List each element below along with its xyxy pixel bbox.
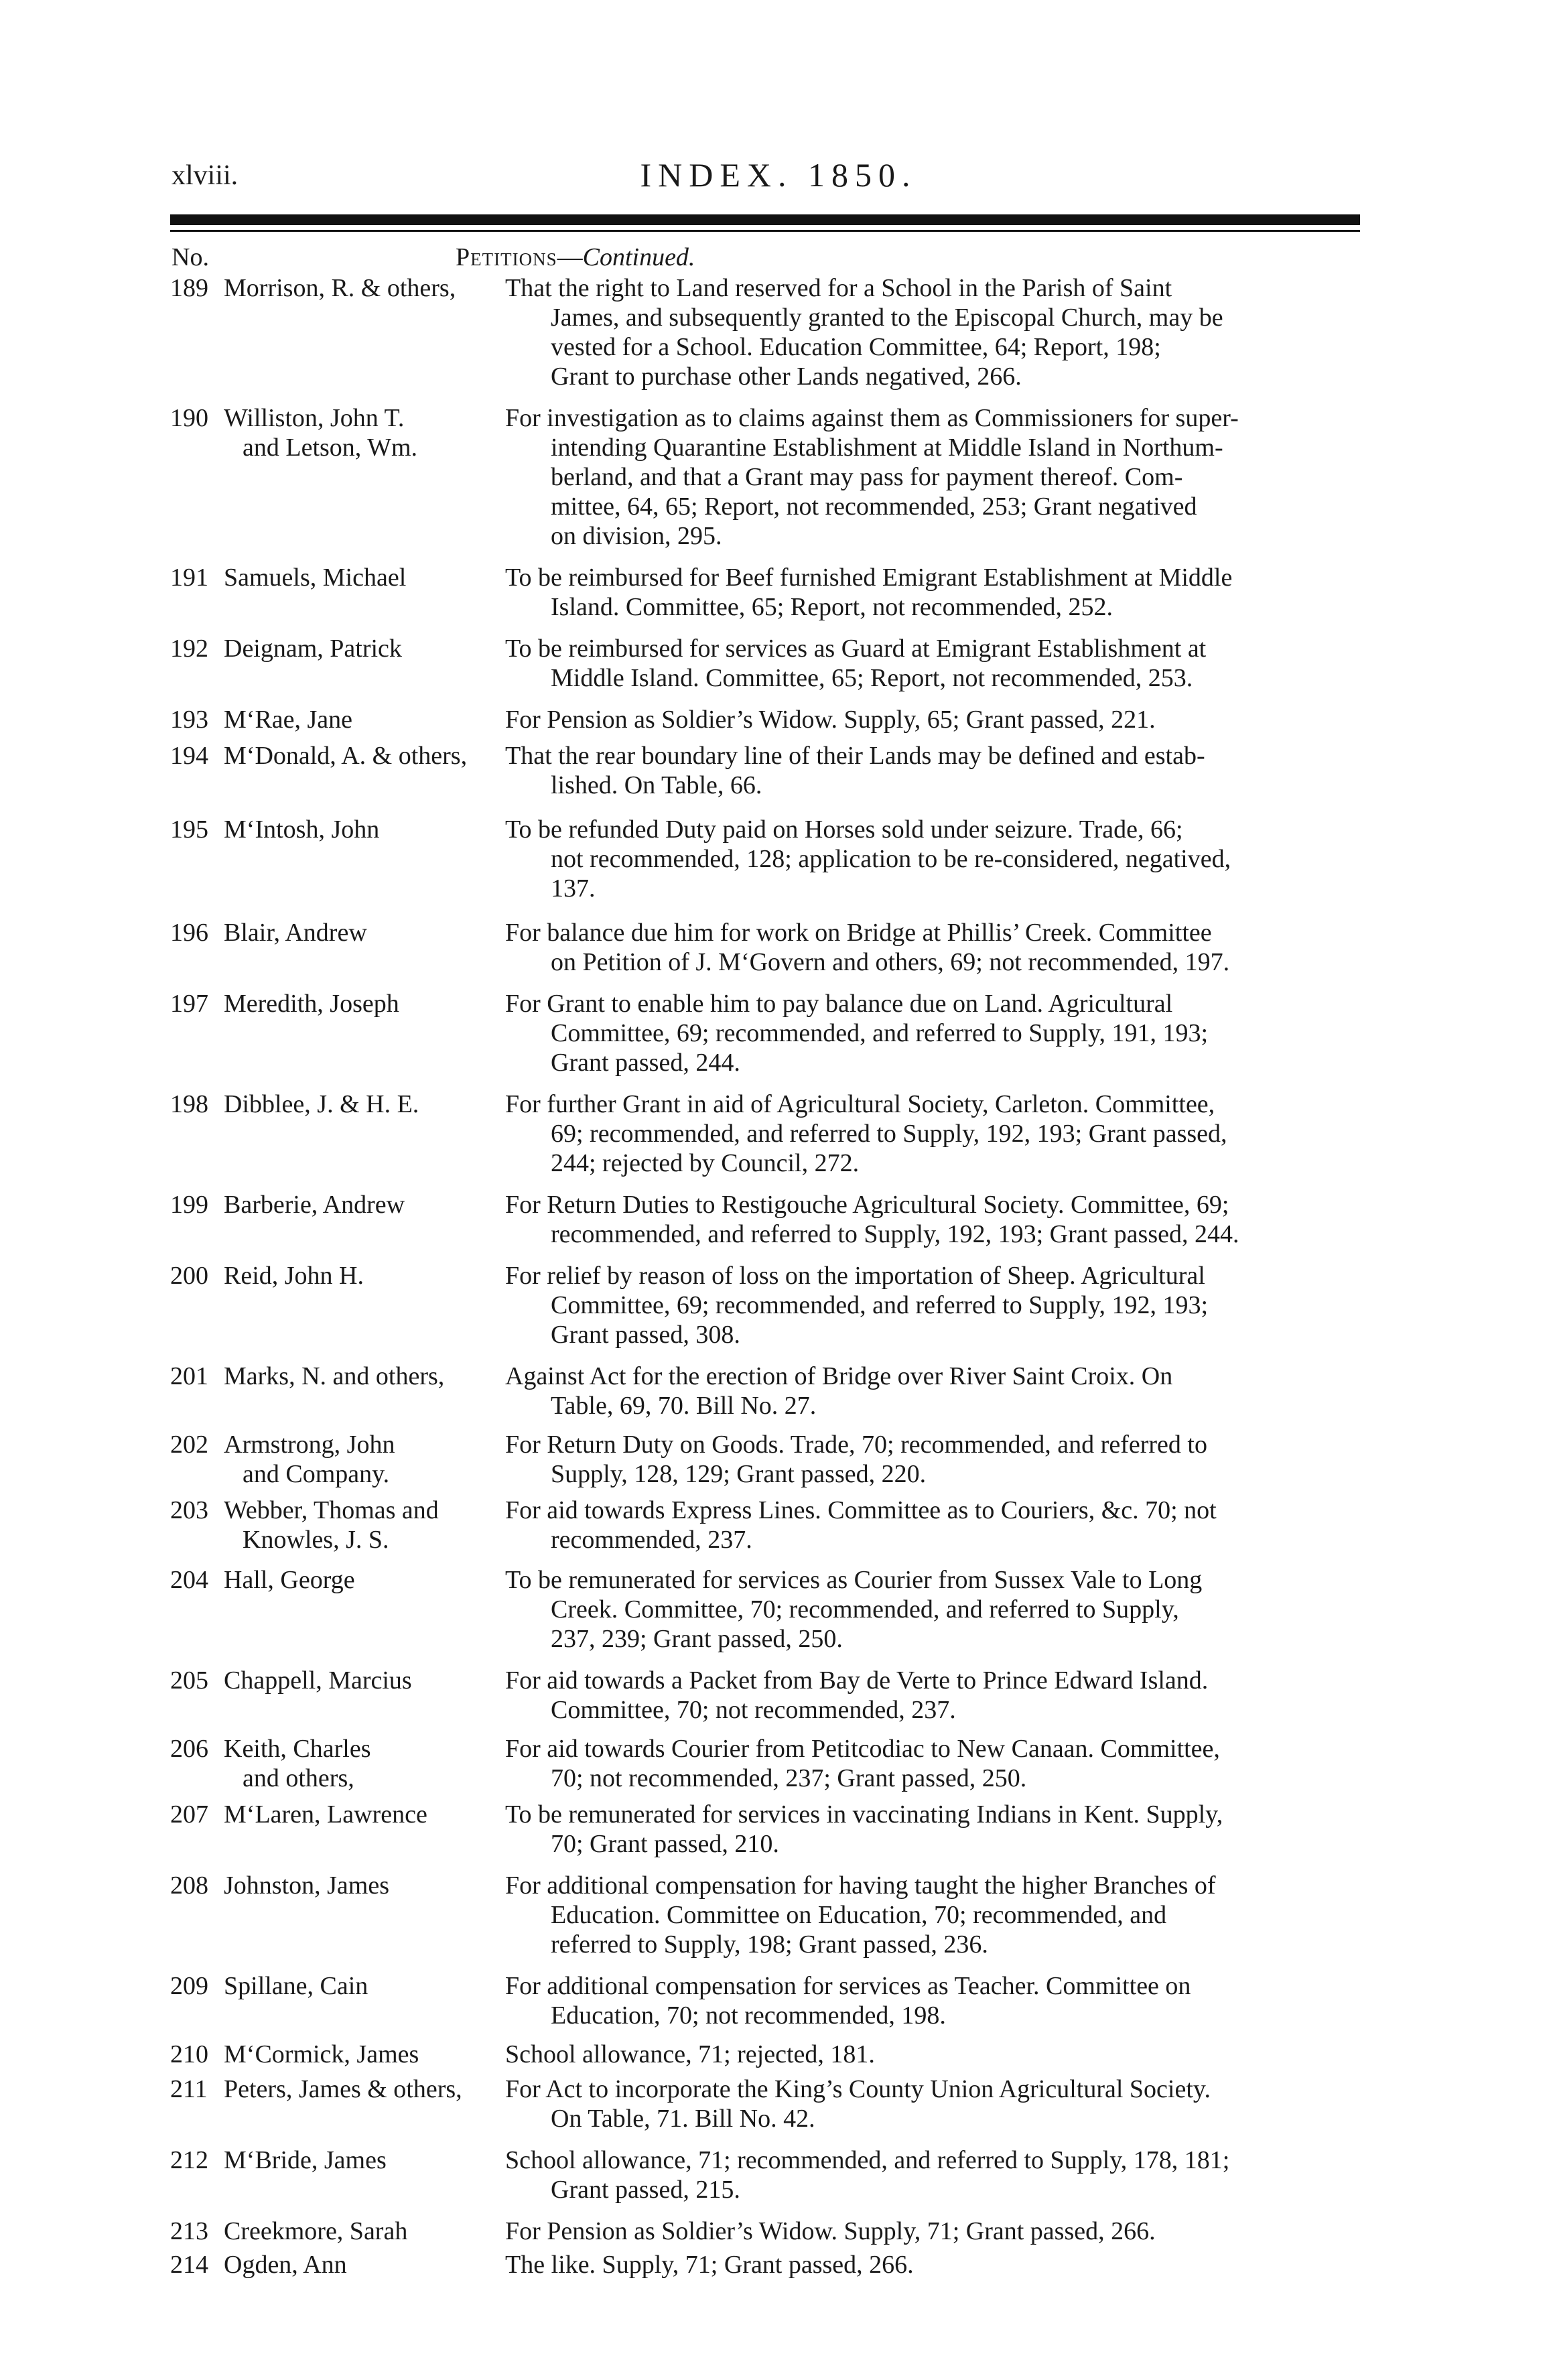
- petition-number: 206: [170, 1735, 208, 1763]
- petition-description: [505, 1261, 1369, 1349]
- description-line: That the rear boundary line of their Lands may be defined and estab-: [505, 742, 1205, 770]
- page-title: INDEX. 1850.: [640, 156, 917, 194]
- petition-number: 213: [170, 2217, 208, 2245]
- header-rule-thick: [170, 214, 1360, 225]
- description-line: School allowance, 71; recommended, and referred to Supply, 178, 181;: [505, 2146, 1230, 2174]
- description-line: For aid towards a Packet from Bay de Verte to Prince Edward Island.: [505, 1666, 1209, 1695]
- petition-entry: [170, 2040, 1369, 2069]
- section-heading-suffix: Continued.: [582, 243, 695, 271]
- description-line: For additional compensation for services as Teacher. Committee on: [505, 1972, 1191, 2000]
- number-column-heading: No.: [172, 243, 209, 271]
- petitioner-name-line: Webber, Thomas and: [224, 1496, 439, 1524]
- description-line: For Pension as Soldier’s Widow. Supply, 71; Grant passed, 266.: [505, 2217, 1156, 2245]
- petitioner-name-line: Chappell, Marcius: [224, 1666, 412, 1695]
- description-line: To be remunerated for services in vaccinating Indians in Kent. Supply,: [505, 1800, 1223, 1829]
- description-line: Against Act for the erection of Bridge over River Saint Croix. On: [505, 1362, 1173, 1390]
- petitioner-name: [224, 403, 505, 462]
- petition-entry: [170, 2250, 1369, 2279]
- petition-number: 203: [170, 1496, 208, 1524]
- description-line: recommended, 237.: [551, 1526, 752, 1554]
- section-heading-label: Petitions: [456, 243, 557, 271]
- petition-entry: [170, 705, 1369, 734]
- petitioner-name-line: Barberie, Andrew: [224, 1191, 405, 1219]
- petitioner-name-line: Ogden, Ann: [224, 2251, 347, 2279]
- petitioner-name-line: Spillane, Cain: [224, 1972, 368, 2000]
- petitioner-name: [224, 1362, 505, 1391]
- petition-number: 192: [170, 635, 208, 663]
- description-line: Education, 70; not recommended, 198.: [551, 2001, 946, 2030]
- petition-number: 201: [170, 1362, 208, 1390]
- description-line: For Act to incorporate the King’s County Union Agricultural Society.: [505, 2075, 1211, 2103]
- petitioner-name-line: Morrison, R. & others,: [224, 274, 456, 302]
- petitioner-name-line: Peters, James & others,: [224, 2075, 462, 2103]
- petitioner-name: [224, 1871, 505, 1900]
- petition-entry: [170, 403, 1369, 551]
- petition-entry: [170, 989, 1369, 1077]
- petition-number: 199: [170, 1191, 208, 1219]
- petitioner-name-line: Samuels, Michael: [224, 564, 407, 592]
- petition-number: 205: [170, 1666, 208, 1695]
- petition-entry: [170, 1800, 1369, 1859]
- petition-description: [505, 2250, 1369, 2279]
- description-line: 237, 239; Grant passed, 250.: [551, 1625, 843, 1653]
- petition-number: 195: [170, 815, 208, 844]
- petition-entry: [170, 1496, 1369, 1555]
- petition-description: [505, 1496, 1369, 1555]
- petitioner-name: [224, 563, 505, 592]
- description-line: 137.: [551, 874, 596, 903]
- petition-number: 207: [170, 1800, 208, 1829]
- petition-description: [505, 1666, 1369, 1725]
- petition-number: 190: [170, 404, 208, 432]
- petitioner-name: [224, 1734, 505, 1793]
- petition-number: 194: [170, 742, 208, 770]
- petition-entry: [170, 1971, 1369, 2030]
- description-line: Committee, 69; recommended, and referred to Supply, 192, 193;: [551, 1291, 1209, 1319]
- petition-description: [505, 2074, 1369, 2133]
- petition-entry: [170, 1261, 1369, 1349]
- petition-number: 208: [170, 1871, 208, 1900]
- petition-description: [505, 989, 1369, 1077]
- petitioner-name: [224, 1800, 505, 1829]
- petition-number: 202: [170, 1431, 208, 1459]
- description-line: For balance due him for work on Bridge at Phillis’ Creek. Committee: [505, 919, 1212, 947]
- petitioner-name: [224, 2040, 505, 2069]
- petitioner-name: [224, 273, 505, 303]
- description-line: Table, 69, 70. Bill No. 27.: [551, 1392, 817, 1420]
- petition-entry: [170, 1565, 1369, 1654]
- petitioner-name: [224, 2217, 505, 2246]
- petition-entry: [170, 1430, 1369, 1489]
- petitioner-name-line: Reid, John H.: [224, 1262, 364, 1290]
- petitioner-name-line: Armstrong, John: [224, 1431, 395, 1459]
- description-line: recommended, and referred to Supply, 192, 193; Grant passed, 244.: [551, 1220, 1239, 1248]
- description-line: 244; rejected by Council, 272.: [551, 1149, 860, 1177]
- petitioner-name: [224, 1496, 505, 1555]
- petition-number: 212: [170, 2146, 208, 2174]
- description-line: For aid towards Courier from Petitcodiac to New Canaan. Committee,: [505, 1735, 1220, 1763]
- petitioner-name: [224, 1971, 505, 2001]
- petition-description: [505, 2040, 1369, 2069]
- description-line: For Grant to enable him to pay balance due on Land. Agricultural: [505, 990, 1173, 1018]
- description-line: intending Quarantine Establishment at Middle Island in Northum-: [551, 434, 1223, 462]
- petitioner-name-line: Deignam, Patrick: [224, 635, 402, 663]
- petitioner-name: [224, 989, 505, 1018]
- petition-entry: [170, 273, 1369, 391]
- petitioner-name: [224, 1089, 505, 1119]
- description-line: For Pension as Soldier’s Widow. Supply, 65; Grant passed, 221.: [505, 706, 1156, 734]
- petitioner-name: [224, 1261, 505, 1291]
- description-line: Grant passed, 244.: [551, 1049, 740, 1077]
- description-line: The like. Supply, 71; Grant passed, 266.: [505, 2251, 914, 2279]
- petition-entry: [170, 1089, 1369, 1178]
- description-line: lished. On Table, 66.: [551, 771, 762, 799]
- description-line: mittee, 64, 65; Report, not recommended, 253; Grant negatived: [551, 492, 1197, 521]
- description-line: To be refunded Duty paid on Horses sold under seizure. Trade, 66;: [505, 815, 1183, 844]
- description-line: 69; recommended, and referred to Supply, 192, 193; Grant passed,: [551, 1120, 1227, 1148]
- description-line: For investigation as to claims against them as Commissioners for super-: [505, 404, 1239, 432]
- petition-description: [505, 1971, 1369, 2030]
- petition-description: [505, 563, 1369, 622]
- petition-entry: [170, 1871, 1369, 1959]
- description-line: That the right to Land reserved for a School in the Parish of Saint: [505, 274, 1172, 302]
- petition-number: 189: [170, 274, 208, 302]
- petitioner-name: [224, 634, 505, 663]
- petitioner-name: [224, 2145, 505, 2175]
- petition-number: 211: [170, 2075, 208, 2103]
- description-line: on division, 295.: [551, 522, 722, 550]
- petition-entry: [170, 1734, 1369, 1793]
- petitioner-name: [224, 918, 505, 947]
- petition-number: 198: [170, 1090, 208, 1118]
- description-line: To be remunerated for services as Courier from Sussex Vale to Long: [505, 1566, 1203, 1594]
- page-number: xlviii.: [172, 160, 239, 191]
- petitioner-name-line: and Company.: [243, 1460, 390, 1488]
- petition-entry: [170, 2217, 1369, 2246]
- description-line: Island. Committee, 65; Report, not recommended, 252.: [551, 593, 1113, 621]
- description-line: For aid towards Express Lines. Committee as to Couriers, &c. 70; not: [505, 1496, 1217, 1524]
- petition-description: [505, 1190, 1369, 1249]
- petition-number: 200: [170, 1262, 208, 1290]
- description-line: On Table, 71. Bill No. 42.: [551, 2105, 815, 2133]
- petition-description: [505, 1565, 1369, 1654]
- description-line: Supply, 128, 129; Grant passed, 220.: [551, 1460, 927, 1488]
- petition-entry: [170, 741, 1369, 800]
- description-line: School allowance, 71; rejected, 181.: [505, 2040, 875, 2068]
- petition-description: [505, 403, 1369, 551]
- petitioner-name: [224, 2074, 505, 2104]
- petition-description: [505, 2145, 1369, 2204]
- petitioner-name: [224, 1565, 505, 1595]
- description-line: Committee, 69; recommended, and referred to Supply, 191, 193;: [551, 1019, 1209, 1047]
- petitioner-name-line: Marks, N. and others,: [224, 1362, 445, 1390]
- petitioner-name-line: Creekmore, Sarah: [224, 2217, 408, 2245]
- petition-description: [505, 1871, 1369, 1959]
- petitioner-name-line: M‘Bride, James: [224, 2146, 387, 2174]
- petitioner-name-line: Dibblee, J. & H. E.: [224, 1090, 419, 1118]
- petition-description: [505, 1430, 1369, 1489]
- petition-entry: [170, 1190, 1369, 1249]
- description-line: referred to Supply, 198; Grant passed, 236.: [551, 1930, 988, 1959]
- petition-number: 191: [170, 564, 208, 592]
- description-line: Creek. Committee, 70; recommended, and referred to Supply,: [551, 1595, 1179, 1624]
- petitioner-name: [224, 705, 505, 734]
- petitioner-name-line: and others,: [243, 1764, 354, 1792]
- petitioner-name-line: Knowles, J. S.: [243, 1526, 389, 1554]
- petition-description: [505, 1734, 1369, 1793]
- petitioner-name-line: and Letson, Wm.: [243, 434, 418, 462]
- petition-number: 214: [170, 2251, 208, 2279]
- petition-description: [505, 815, 1369, 903]
- petitioner-name-line: M‘Rae, Jane: [224, 706, 353, 734]
- petitioner-name-line: M‘Laren, Lawrence: [224, 1800, 427, 1829]
- petition-entry: [170, 634, 1369, 693]
- petition-entry: [170, 1666, 1369, 1725]
- description-line: James, and subsequently granted to the Episcopal Church, may be: [551, 304, 1223, 332]
- description-line: vested for a School. Education Committee, 64; Report, 198;: [551, 333, 1161, 361]
- description-line: For Return Duties to Restigouche Agricultural Society. Committee, 69;: [505, 1191, 1229, 1219]
- petitioner-name-line: M‘Cormick, James: [224, 2040, 419, 2068]
- petition-number: 197: [170, 990, 208, 1018]
- petitioner-name-line: Williston, John T.: [224, 404, 405, 432]
- petition-entry: [170, 2145, 1369, 2204]
- description-line: berland, and that a Grant may pass for payment thereof. Com-: [551, 463, 1183, 491]
- description-line: Middle Island. Committee, 65; Report, not recommended, 253.: [551, 664, 1193, 692]
- petitioner-name: [224, 815, 505, 844]
- petition-description: [505, 705, 1369, 734]
- petitioner-name-line: Blair, Andrew: [224, 919, 367, 947]
- petition-entry: [170, 815, 1369, 903]
- petition-description: [505, 634, 1369, 693]
- petition-list: [170, 273, 1369, 2279]
- petition-entry: [170, 918, 1369, 977]
- description-line: Grant passed, 308.: [551, 1321, 740, 1349]
- header-rule-thin: [170, 230, 1360, 232]
- petitioner-name-line: M‘Intosh, John: [224, 815, 380, 844]
- petitioner-name: [224, 1430, 505, 1489]
- description-line: 70; Grant passed, 210.: [551, 1830, 779, 1858]
- petitioner-name: [224, 2250, 505, 2279]
- petition-description: [505, 1089, 1369, 1178]
- description-line: Grant to purchase other Lands negatived, 266.: [551, 362, 1022, 391]
- description-line: 70; not recommended, 237; Grant passed, 250.: [551, 1764, 1027, 1792]
- petition-description: [505, 2217, 1369, 2246]
- description-line: For further Grant in aid of Agricultural Society, Carleton. Committee,: [505, 1090, 1215, 1118]
- petitioner-name-line: M‘Donald, A. & others,: [224, 742, 468, 770]
- petition-description: [505, 273, 1369, 391]
- petitioner-name-line: Keith, Charles: [224, 1735, 371, 1763]
- petitioner-name: [224, 1190, 505, 1219]
- petition-description: [505, 1362, 1369, 1420]
- petitioner-name-line: Meredith, Joseph: [224, 990, 399, 1018]
- description-line: For Return Duty on Goods. Trade, 70; recommended, and referred to: [505, 1431, 1207, 1459]
- description-line: For additional compensation for having taught the higher Branches of: [505, 1871, 1216, 1900]
- description-line: Grant passed, 215.: [551, 2176, 740, 2204]
- description-line: not recommended, 128; application to be re-considered, negatived,: [551, 845, 1231, 873]
- petition-entry: [170, 1362, 1369, 1420]
- description-line: To be reimbursed for Beef furnished Emigrant Establishment at Middle: [505, 564, 1233, 592]
- petition-description: [505, 918, 1369, 977]
- petition-number: 196: [170, 919, 208, 947]
- petition-number: 193: [170, 706, 208, 734]
- section-heading: Petitions—Continued.: [456, 243, 695, 271]
- description-line: Education. Committee on Education, 70; recommended, and: [551, 1901, 1167, 1929]
- petitioner-name: [224, 741, 505, 771]
- description-line: on Petition of J. M‘Govern and others, 69; not recommended, 197.: [551, 948, 1230, 976]
- petitioner-name: [224, 1666, 505, 1695]
- petition-entry: [170, 2074, 1369, 2133]
- petition-number: 210: [170, 2040, 208, 2068]
- petitioner-name-line: Johnston, James: [224, 1871, 389, 1900]
- petition-entry: [170, 563, 1369, 622]
- description-line: To be reimbursed for services as Guard at Emigrant Establishment at: [505, 635, 1207, 663]
- petition-description: [505, 1800, 1369, 1859]
- petitioner-name-line: Hall, George: [224, 1566, 355, 1594]
- petition-number: 209: [170, 1972, 208, 2000]
- description-line: Committee, 70; not recommended, 237.: [551, 1696, 956, 1724]
- petition-description: [505, 741, 1369, 800]
- description-line: For relief by reason of loss on the importation of Sheep. Agricultural: [505, 1262, 1205, 1290]
- petition-number: 204: [170, 1566, 208, 1594]
